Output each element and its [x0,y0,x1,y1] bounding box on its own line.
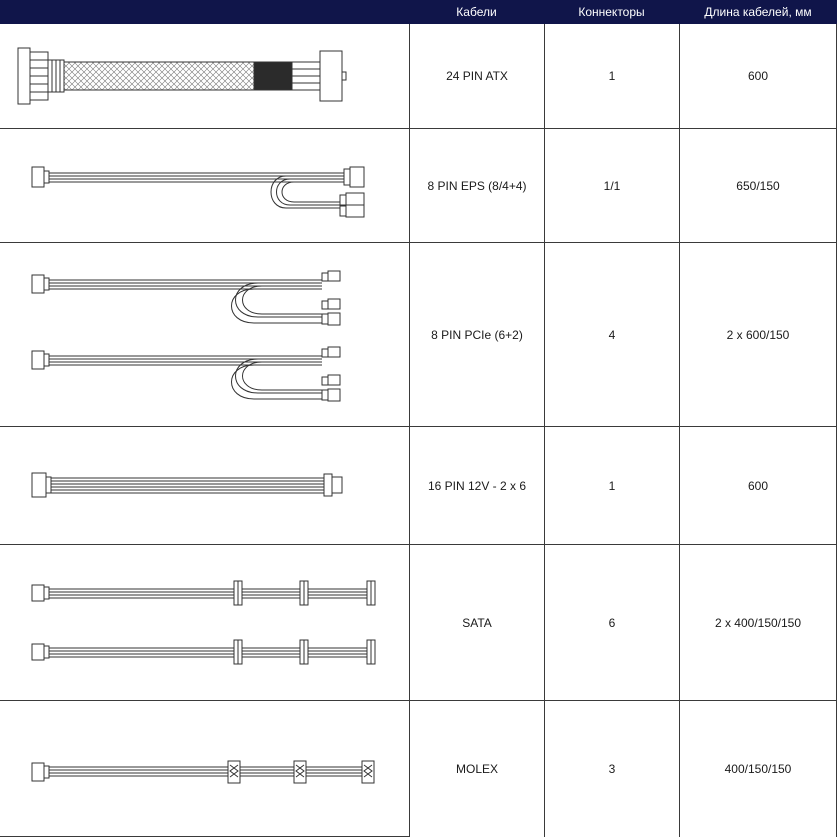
cell-connectors: 1 [544,427,679,545]
pcie-cable-icon [0,243,409,427]
cell-cable-name: 16 PIN 12V - 2 x 6 [409,427,544,545]
molex-cable-icon [0,701,409,837]
cell-cable-name: 24 PIN ATX [409,24,544,129]
table-row [0,701,837,837]
cell-cable-name: 8 PIN EPS (8/4+4) [409,129,544,243]
cell-cable-name: MOLEX [409,701,544,837]
cell-length: 2 x 600/150 [679,243,837,427]
table-row [0,129,837,243]
cell-cable-name: SATA [409,545,544,701]
sata-cable-icon [0,545,409,701]
cell-connectors: 3 [544,701,679,837]
table-header [0,0,837,24]
cell-connectors: 1/1 [544,129,679,243]
header-length: Длина кабелей, мм [704,5,812,19]
table-row [0,427,837,545]
cell-length: 2 x 400/150/150 [679,545,837,701]
cell-length: 600 [679,24,837,129]
cell-connectors: 6 [544,545,679,701]
cell-cable-name: 8 PIN PCIe (6+2) [409,243,544,427]
header-cables: Кабели [456,5,497,19]
table-row [0,545,837,701]
cell-length: 600 [679,427,837,545]
header-connectors: Коннекторы [578,5,645,19]
cell-connectors: 4 [544,243,679,427]
atx-24pin-cable-icon [0,24,409,129]
eps-8pin-cable-icon [0,129,409,243]
table-row [0,24,837,129]
cell-length: 650/150 [679,129,837,243]
cell-length: 400/150/150 [679,701,837,837]
table-row [0,243,837,427]
12v-2x6-cable-icon [0,427,409,545]
cell-connectors: 1 [544,24,679,129]
